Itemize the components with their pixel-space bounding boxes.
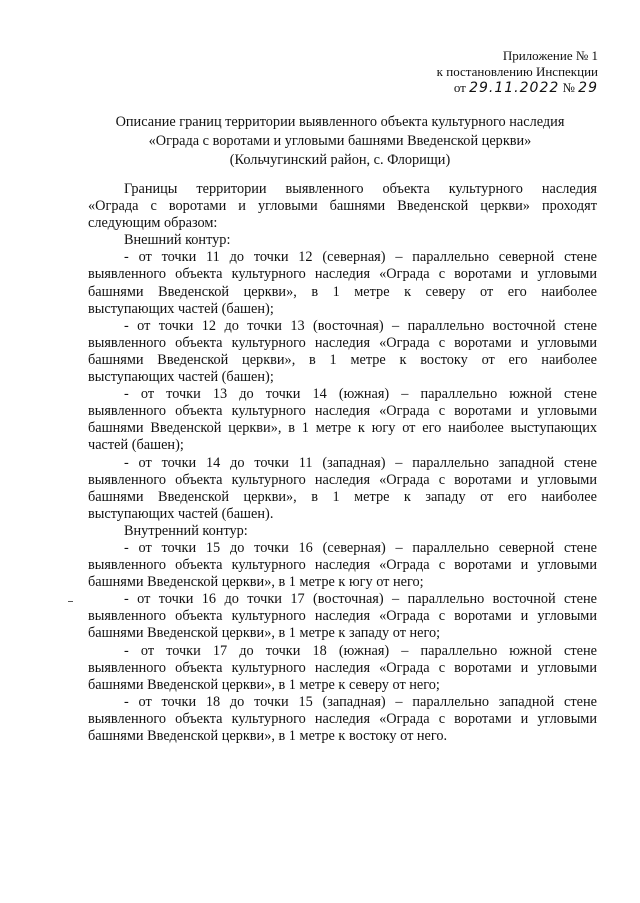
appendix-date-number [437,80,598,96]
handwritten-date: 29.11.2022 [469,80,560,96]
text-line: башнями Введенской церкви», в 1 метре к северу от него; [88,676,440,693]
text-line: - от точки 11 до точки 12 (северная) – параллельно северной стене [124,249,597,266]
text-line: выступающих частей (башен); [88,369,274,386]
text-line: башнями Введенской церкви», в 1 метре к югу от него; [88,574,424,591]
text-line: - от точки 13 до точки 14 (южная) – параллельно южной стене [124,386,597,403]
title-line-1: Описание границ территории выявленного объекта культурного наследия [115,114,565,130]
inner-segment-17-18 [88,643,597,694]
text-line: башнями Введенской церкви», в 1 метре к востоку от него. [88,728,448,744]
text-line: - от точки 12 до точки 13 (восточная) – параллельно восточной стене [124,317,597,334]
text-line: выявленного объекта культурного наследия «Ограда с воротами и угловыми [88,471,597,488]
text-line: выявленного объекта культурного наследия «Ограда с воротами и угловыми [88,608,597,625]
outer-segment-12-13 [88,318,597,386]
document-title [70,113,610,170]
text-line: башнями Введенской церкви», в 1 метре к востоку от его наиболее [88,351,597,368]
text-line: следующим образом: [88,215,218,232]
intro-paragraph [88,181,597,232]
scan-artifact [68,601,73,602]
text-line: башнями Введенской церкви», в 1 метре к западу от его наиболее [88,488,597,505]
text-line: Границы территории выявленного объекта культурного наследия [124,181,597,197]
title-line-3: (Кольчугинский район, с. Флорищи) [229,152,451,168]
document-body [88,181,597,745]
appendix-header [437,48,598,96]
text-line: башнями Введенской церкви», в 1 метре к северу от его наиболее [88,283,597,300]
inner-segment-16-17 [88,591,597,642]
text-line: - от точки 14 до точки 11 (западная) – параллельно западной стене [124,454,597,471]
outer-segment-11-12 [88,249,597,317]
handwritten-number: 29 [578,80,598,96]
text-line: выявленного объекта культурного наследия «Ограда с воротами и угловыми [88,659,597,676]
text-line: выявленного объекта культурного наследия «Ограда с воротами и угловыми [88,710,597,727]
outer-contour-label: Внешний контур: [124,232,231,249]
outer-segment-14-11 [88,455,597,523]
appendix-reference: к постановлению Инспекции [436,64,598,79]
appendix-title: Приложение № 1 [502,48,598,63]
date-prefix: от [453,80,466,95]
text-line: башнями Введенской церкви», в 1 метре к западу от него; [88,625,441,642]
inner-segment-15-16 [88,540,597,591]
title-line-2: «Ограда с воротами и угловыми башнями Введенской церкви» [148,133,532,149]
number-prefix: № [562,80,575,95]
outer-segment-13-14 [88,386,597,454]
text-line: выступающих частей (башен); [88,300,274,317]
text-line: выявленного объекта культурного наследия «Ограда с воротами и угловыми [88,557,597,574]
text-line: выявленного объекта культурного наследия «Ограда с воротами и угловыми [88,403,597,420]
text-line: - от точки 18 до точки 15 (западная) – параллельно западной стене [124,693,597,710]
text-line: выступающих частей (башен). [88,505,274,522]
inner-segment-18-15 [88,694,597,745]
text-line: - от точки 17 до точки 18 (южная) – параллельно южной стене [124,642,597,659]
text-line: частей (башен); [88,437,184,454]
text-line: выявленного объекта культурного наследия «Ограда с воротами и угловыми [88,334,597,351]
inner-contour-label: Внутренний контур: [124,522,248,539]
text-line: башнями Введенской церкви», в 1 метре к югу от его наиболее выступающих [88,420,597,437]
text-line: «Ограда с воротами и угловыми башнями Введенской церкви» проходят [88,198,597,215]
text-line: - от точки 16 до точки 17 (восточная) – параллельно восточной стене [124,591,597,608]
text-line: - от точки 15 до точки 16 (северная) – параллельно северной стене [124,539,597,556]
text-line: выявленного объекта культурного наследия «Ограда с воротами и угловыми [88,266,597,283]
